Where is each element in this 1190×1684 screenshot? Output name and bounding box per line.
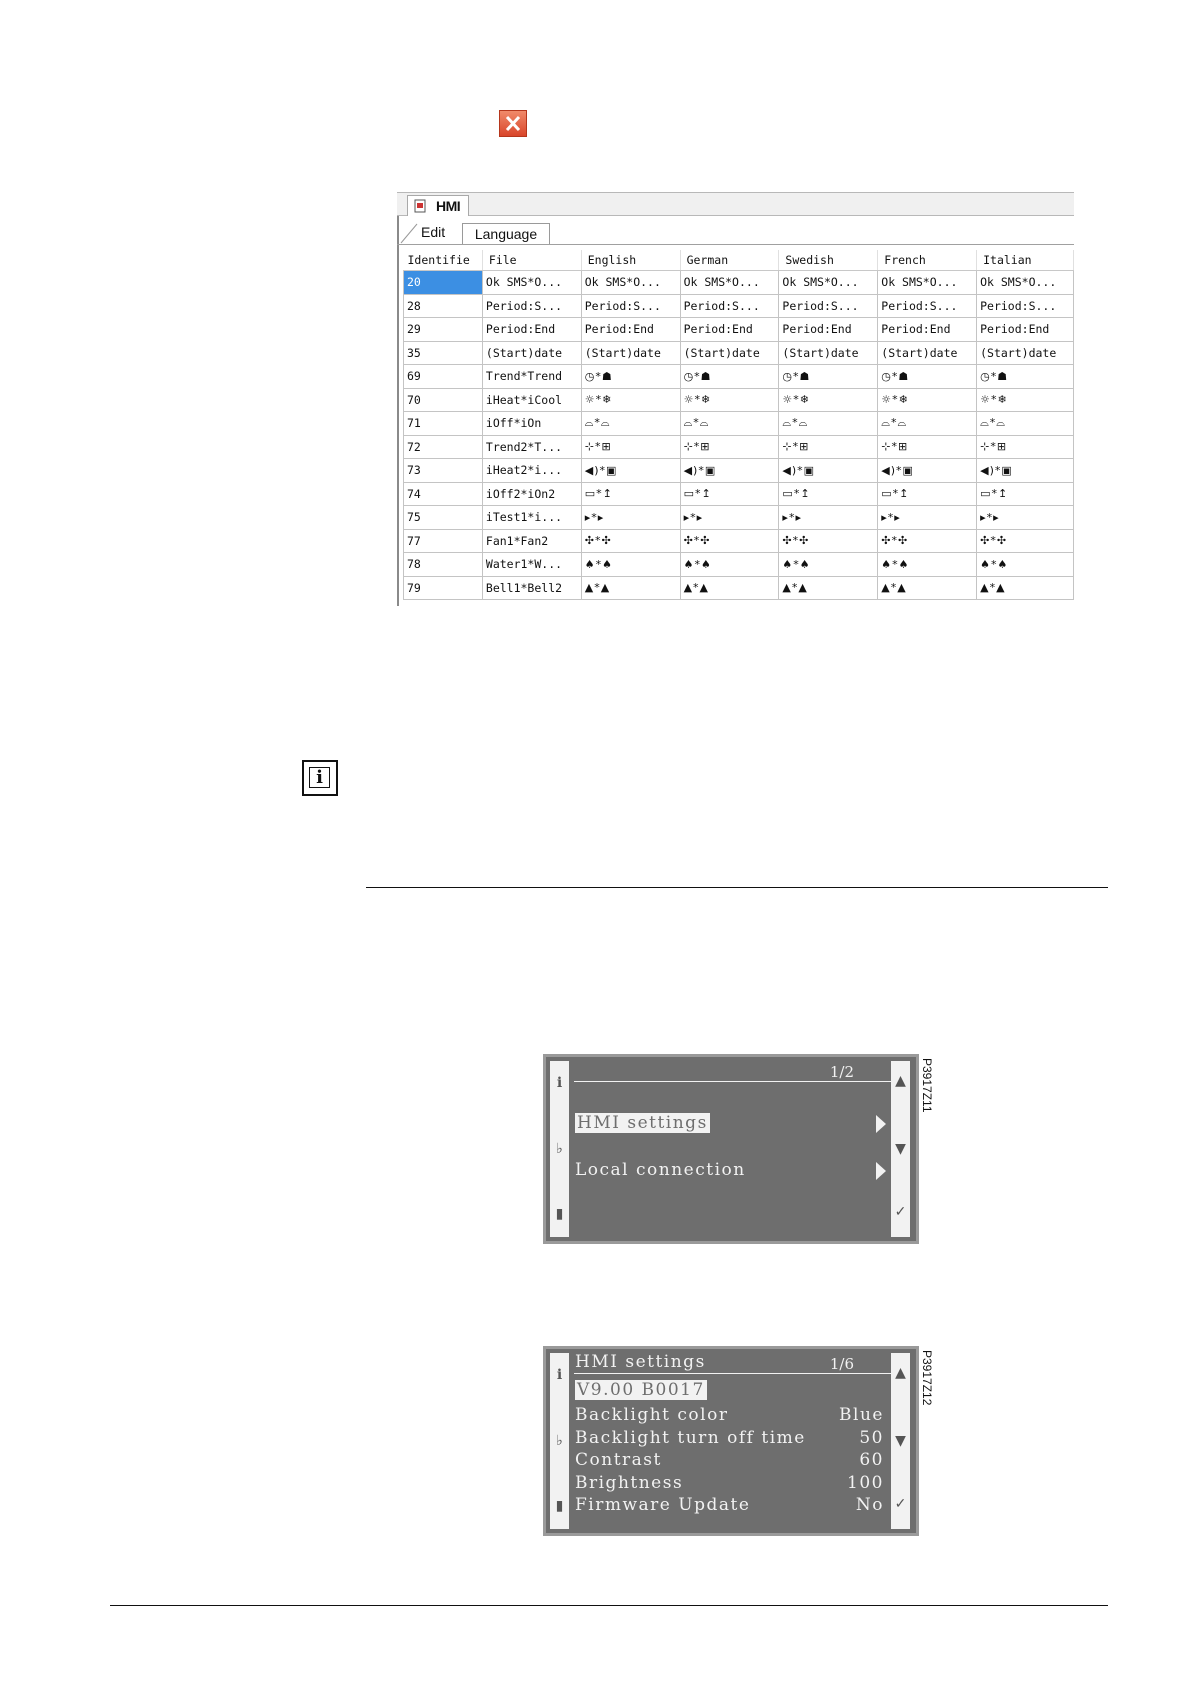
cell-translation[interactable]: ⌓*⌓: [779, 412, 878, 436]
cell-identifier[interactable]: 70: [404, 388, 483, 412]
cell-translation[interactable]: ⊹*⊞: [878, 435, 977, 459]
lcd-scroll-bar: [891, 1353, 910, 1529]
setting-label[interactable]: Contrast: [575, 1450, 662, 1470]
cell-translation[interactable]: Period:S...: [977, 294, 1074, 318]
cell-translation[interactable]: ▸*▸: [779, 506, 878, 530]
language-table: [403, 250, 1074, 600]
menu-item-hmi-settings[interactable]: HMI settings: [577, 1113, 708, 1133]
cell-translation[interactable]: (Start)date: [680, 341, 779, 365]
table-header-row: [404, 250, 1074, 271]
close-icon[interactable]: [499, 110, 527, 137]
cell-translation[interactable]: ⊹*⊞: [977, 435, 1074, 459]
cell-translation[interactable]: ◷*☗: [779, 365, 878, 389]
cell-translation[interactable]: ♠*♠: [779, 553, 878, 577]
cell-translation[interactable]: Period:S...: [680, 294, 779, 318]
cell-translation[interactable]: ⊹*⊞: [779, 435, 878, 459]
cell-translation[interactable]: Period:S...: [779, 294, 878, 318]
table-row[interactable]: [404, 388, 1074, 412]
cell-identifier[interactable]: 74: [404, 482, 483, 506]
arrow-down-icon[interactable]: ▼: [895, 1433, 906, 1449]
check-icon[interactable]: ✓: [894, 1496, 907, 1512]
table-row[interactable]: [404, 271, 1074, 295]
setting-label[interactable]: Brightness: [575, 1472, 684, 1493]
table-row[interactable]: [404, 365, 1074, 389]
cell-translation[interactable]: ◷*☗: [680, 365, 779, 389]
cell-translation[interactable]: Period:End: [977, 318, 1074, 342]
exit-icon[interactable]: ▮: [555, 1206, 564, 1222]
cell-file[interactable]: iHeat*iCool: [482, 388, 581, 412]
lcd-scroll-bar: [891, 1061, 910, 1237]
cell-translation[interactable]: ✣*✣: [779, 529, 878, 553]
check-icon[interactable]: ✓: [894, 1204, 907, 1220]
hmi-editor-window: [397, 192, 1074, 606]
cell-translation[interactable]: ♠*♠: [977, 553, 1074, 577]
cell-translation[interactable]: (Start)date: [878, 341, 977, 365]
cell-translation[interactable]: ⌓*⌓: [878, 412, 977, 436]
table-row[interactable]: [404, 435, 1074, 459]
column-header[interactable]: Italian: [977, 250, 1074, 271]
bell-icon[interactable]: ♭: [556, 1433, 563, 1449]
cell-identifier[interactable]: 71: [404, 412, 483, 436]
menu-language[interactable]: Language: [462, 223, 550, 244]
arrow-down-icon[interactable]: ▼: [895, 1141, 906, 1157]
lcd-hmi-settings: [543, 1346, 919, 1536]
cell-identifier[interactable]: 28: [404, 294, 483, 318]
bell-icon[interactable]: ♭: [556, 1141, 563, 1157]
table-row[interactable]: [404, 506, 1074, 530]
table-row[interactable]: [404, 412, 1074, 436]
cell-translation[interactable]: ◷*☗: [977, 365, 1074, 389]
cell-file[interactable]: Fan1*Fan2: [482, 529, 581, 553]
cell-translation[interactable]: ▸*▸: [581, 506, 680, 530]
setting-value: 60: [859, 1450, 884, 1470]
cell-translation[interactable]: ▭*↥: [878, 482, 977, 506]
cell-translation[interactable]: ◀)*▣: [977, 459, 1074, 483]
figure-label: P3917Z12: [920, 1350, 934, 1406]
cell-translation[interactable]: ☼*❄: [581, 388, 680, 412]
column-header[interactable]: Swedish: [779, 250, 878, 271]
cell-translation[interactable]: (Start)date: [779, 341, 878, 365]
cell-translation[interactable]: Period:End: [581, 318, 680, 342]
cell-translation[interactable]: ▸*▸: [680, 506, 779, 530]
cell-file[interactable]: Water1*W...: [482, 553, 581, 577]
cell-translation[interactable]: (Start)date: [581, 341, 680, 365]
cell-translation[interactable]: ▭*↥: [581, 482, 680, 506]
info-icon[interactable]: i: [556, 1367, 563, 1383]
menu-item-local-connection[interactable]: Local connection: [575, 1160, 746, 1180]
cell-translation[interactable]: ▲*▲: [977, 576, 1074, 600]
cell-file[interactable]: Period:End: [482, 318, 581, 342]
cell-translation[interactable]: ♠*♠: [581, 553, 680, 577]
setting-value: Blue: [839, 1405, 884, 1425]
setting-value: No: [855, 1495, 884, 1515]
cell-translation[interactable]: ⌓*⌓: [977, 412, 1074, 436]
cell-translation[interactable]: ☼*❄: [779, 388, 878, 412]
table-body: [404, 271, 1074, 600]
lcd-header-line: [574, 1373, 892, 1374]
column-header[interactable]: German: [680, 250, 779, 271]
table-row[interactable]: [404, 341, 1074, 365]
cell-identifier[interactable]: 78: [404, 553, 483, 577]
cell-translation[interactable]: ⊹*⊞: [680, 435, 779, 459]
lcd-header-line: [574, 1081, 892, 1082]
cell-translation[interactable]: ✣*✣: [878, 529, 977, 553]
table-row[interactable]: [404, 529, 1074, 553]
cell-translation[interactable]: Ok SMS*O...: [779, 271, 878, 295]
cell-translation[interactable]: ▭*↥: [779, 482, 878, 506]
setting-label[interactable]: Firmware Update: [575, 1495, 751, 1515]
divider-line: [366, 887, 1108, 888]
cell-translation[interactable]: (Start)date: [977, 341, 1074, 365]
lcd-left-bar: [550, 1061, 569, 1237]
table-row[interactable]: [404, 553, 1074, 577]
cell-translation[interactable]: ▲*▲: [680, 576, 779, 600]
cell-translation[interactable]: Ok SMS*O...: [680, 271, 779, 295]
setting-value: 100: [847, 1472, 884, 1493]
cell-identifier[interactable]: 77: [404, 529, 483, 553]
cell-translation[interactable]: ⌓*⌓: [581, 412, 680, 436]
cell-translation[interactable]: Period:End: [680, 318, 779, 342]
menu-divider: [397, 222, 421, 244]
column-header[interactable]: File: [482, 250, 581, 271]
cell-identifier[interactable]: 79: [404, 576, 483, 600]
cell-translation[interactable]: ◷*☗: [581, 365, 680, 389]
cell-translation[interactable]: Ok SMS*O...: [977, 271, 1074, 295]
cell-translation[interactable]: ▸*▸: [878, 506, 977, 530]
menu-bar: [397, 222, 1074, 245]
cell-file[interactable]: Bell1*Bell2: [482, 576, 581, 600]
info-icon: i: [302, 760, 338, 796]
document-icon: [413, 199, 428, 213]
cell-file[interactable]: iOff*iOn: [482, 412, 581, 436]
cell-translation[interactable]: ♠*♠: [680, 553, 779, 577]
setting-label[interactable]: Backlight color: [575, 1405, 729, 1425]
cell-identifier[interactable]: 20: [404, 271, 483, 295]
cell-translation[interactable]: Period:End: [878, 318, 977, 342]
cell-translation[interactable]: ✣*✣: [977, 529, 1074, 553]
column-header[interactable]: English: [581, 250, 680, 271]
menu-edit[interactable]: Edit: [421, 224, 446, 240]
arrow-up-icon[interactable]: ▲: [895, 1073, 906, 1089]
cell-translation[interactable]: ☼*❄: [977, 388, 1074, 412]
table-row[interactable]: [404, 459, 1074, 483]
chevron-right-icon: [876, 1115, 886, 1133]
cell-translation[interactable]: ✣*✣: [581, 529, 680, 553]
cell-file[interactable]: iOff2*iOn2: [482, 482, 581, 506]
table-row[interactable]: [404, 576, 1074, 600]
cell-translation[interactable]: ▲*▲: [878, 576, 977, 600]
cell-identifier[interactable]: 29: [404, 318, 483, 342]
lcd-page-indicator: 1/2: [829, 1063, 854, 1081]
cell-identifier[interactable]: 73: [404, 459, 483, 483]
tab-bar: [397, 192, 1074, 216]
cell-identifier[interactable]: 69: [404, 365, 483, 389]
cell-translation[interactable]: ◀)*▣: [581, 459, 680, 483]
cell-file[interactable]: Trend*Trend: [482, 365, 581, 389]
cell-translation[interactable]: ▭*↥: [977, 482, 1074, 506]
cell-translation[interactable]: Period:S...: [878, 294, 977, 318]
cell-translation[interactable]: ✣*✣: [680, 529, 779, 553]
exit-icon[interactable]: ▮: [555, 1498, 564, 1514]
cell-translation[interactable]: Ok SMS*O...: [878, 271, 977, 295]
cell-identifier[interactable]: 72: [404, 435, 483, 459]
cell-translation[interactable]: ☼*❄: [680, 388, 779, 412]
cell-translation[interactable]: ◀)*▣: [779, 459, 878, 483]
cell-translation[interactable]: ⌓*⌓: [680, 412, 779, 436]
cell-translation[interactable]: ♠*♠: [878, 553, 977, 577]
cell-file[interactable]: iTest1*i...: [482, 506, 581, 530]
cell-translation[interactable]: ◀)*▣: [680, 459, 779, 483]
window-border: [397, 216, 399, 606]
lcd-title: HMI settings: [575, 1352, 706, 1372]
table-row[interactable]: [404, 294, 1074, 318]
table-row[interactable]: [404, 482, 1074, 506]
cell-translation[interactable]: ◷*☗: [878, 365, 977, 389]
cell-translation[interactable]: ▸*▸: [977, 506, 1074, 530]
tab-hmi-label: HMI: [436, 198, 461, 214]
footer-line: [110, 1605, 1108, 1606]
cell-translation[interactable]: Period:S...: [581, 294, 680, 318]
setting-value: 50: [859, 1427, 884, 1448]
cell-file[interactable]: iHeat2*i...: [482, 459, 581, 483]
cell-translation[interactable]: ◀)*▣: [878, 459, 977, 483]
arrow-up-icon[interactable]: ▲: [895, 1365, 906, 1381]
table-row[interactable]: [404, 318, 1074, 342]
firmware-version: V9.00 B0017: [577, 1380, 705, 1400]
cell-translation[interactable]: ☼*❄: [878, 388, 977, 412]
cell-file[interactable]: Trend2*T...: [482, 435, 581, 459]
cell-translation[interactable]: ▲*▲: [581, 576, 680, 600]
chevron-right-icon: [876, 1162, 886, 1180]
lcd-main-menu: [543, 1054, 919, 1244]
column-header[interactable]: French: [878, 250, 977, 271]
cell-file[interactable]: Period:S...: [482, 294, 581, 318]
setting-label[interactable]: Backlight turn off time: [575, 1427, 806, 1448]
cell-file[interactable]: (Start)date: [482, 341, 581, 365]
lcd-page-indicator: 1/6: [829, 1355, 854, 1373]
cell-translation[interactable]: ⊹*⊞: [581, 435, 680, 459]
cell-identifier[interactable]: 35: [404, 341, 483, 365]
cell-translation[interactable]: Period:End: [779, 318, 878, 342]
cell-translation[interactable]: Ok SMS*O...: [581, 271, 680, 295]
cell-translation[interactable]: ▲*▲: [779, 576, 878, 600]
tab-hmi[interactable]: [407, 195, 469, 216]
figure-label: P3917Z11: [920, 1058, 934, 1113]
cell-file[interactable]: Ok SMS*O...: [482, 271, 581, 295]
lcd-left-bar: [550, 1353, 569, 1529]
info-icon[interactable]: i: [556, 1075, 563, 1091]
cell-translation[interactable]: ▭*↥: [680, 482, 779, 506]
cell-identifier[interactable]: 75: [404, 506, 483, 530]
column-header[interactable]: Identifie: [404, 250, 483, 271]
